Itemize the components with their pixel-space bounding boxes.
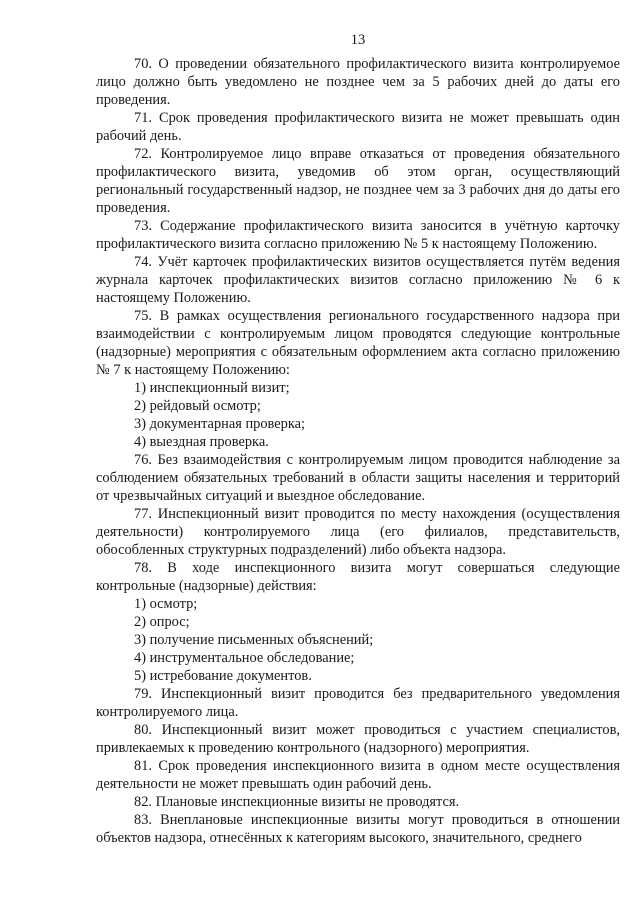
paragraph: 73. Содержание профилактического визита заносится в учётную карточку профилактического визита согласно приложению № 5 к настоящему Положению. bbox=[96, 218, 620, 252]
list-item: 1) осмотр; bbox=[134, 596, 198, 612]
page-number: 13 bbox=[350, 32, 366, 48]
list-item: 4) выездная проверка. bbox=[134, 434, 269, 450]
list-item: 2) рейдовый осмотр; bbox=[134, 398, 261, 414]
list-item: 2) опрос; bbox=[134, 614, 190, 630]
list-item: 3) документарная проверка; bbox=[134, 416, 305, 432]
paragraph: 74. Учёт карточек профилактических визитов осуществляется путём ведения журнала карточек профилактических визитов согласно приложению № 6 к настоящему Положению. bbox=[96, 254, 620, 306]
paragraph: 81. Срок проведения инспекционного визита в одном месте осуществления деятельности не может превышать один рабочий день. bbox=[96, 758, 620, 792]
list-item: 4) инструментальное обследование; bbox=[134, 650, 355, 666]
list-item: 1) инспекционный визит; bbox=[134, 380, 290, 396]
document-body bbox=[96, 55, 620, 847]
list-item: 3) получение письменных объяснений; bbox=[134, 632, 374, 648]
paragraph: 75. В рамках осуществления регионального государственного надзора при взаимодействии с контролируемым лицом проводятся следующие контрольные (надзорные) мероприятия с обязательным оформлением акта согласно приложению № 7 к настоящему Положению: bbox=[96, 308, 620, 378]
paragraph: 70. О проведении обязательного профилактического визита контролируемое лицо должно быть уведомлено не позднее чем за 5 рабочих дней до даты его проведения. bbox=[96, 56, 620, 108]
paragraph: 82. Плановые инспекционные визиты не проводятся. bbox=[134, 794, 460, 810]
paragraph: 78. В ходе инспекционного визита могут совершаться следующие контрольные (надзорные) действия: bbox=[96, 560, 620, 594]
paragraph: 76. Без взаимодействия с контролируемым лицом проводится наблюдение за соблюдением обязательных требований в области защиты населения и территорий от чрезвычайных ситуаций и выездное обследование. bbox=[96, 452, 620, 504]
paragraph: 72. Контролируемое лицо вправе отказаться от проведения обязательного профилактического визита, уведомив об этом орган, осуществляющий региональный государственный надзор, не позднее чем за 3 рабочих дня до даты его проведения. bbox=[96, 146, 620, 216]
list-item: 5) истребование документов. bbox=[134, 668, 312, 684]
paragraph: 77. Инспекционный визит проводится по месту нахождения (осуществления деятельности) контролируемого лица (его филиалов, представительств, обособленных структурных подразделений) либо объекта надзора. bbox=[96, 506, 620, 558]
paragraph: 79. Инспекционный визит проводится без предварительного уведомления контролируемого лица. bbox=[96, 686, 620, 720]
paragraph: 83. Внеплановые инспекционные визиты могут проводиться в отношении объектов надзора, отнесённых к категориям высокого, значительного, среднего bbox=[96, 812, 620, 846]
paragraph: 80. Инспекционный визит может проводиться с участием специалистов, привлекаемых к проведению контрольного (надзорного) мероприятия. bbox=[96, 722, 620, 756]
paragraph: 71. Срок проведения профилактического визита не может превышать один рабочий день. bbox=[96, 110, 620, 144]
